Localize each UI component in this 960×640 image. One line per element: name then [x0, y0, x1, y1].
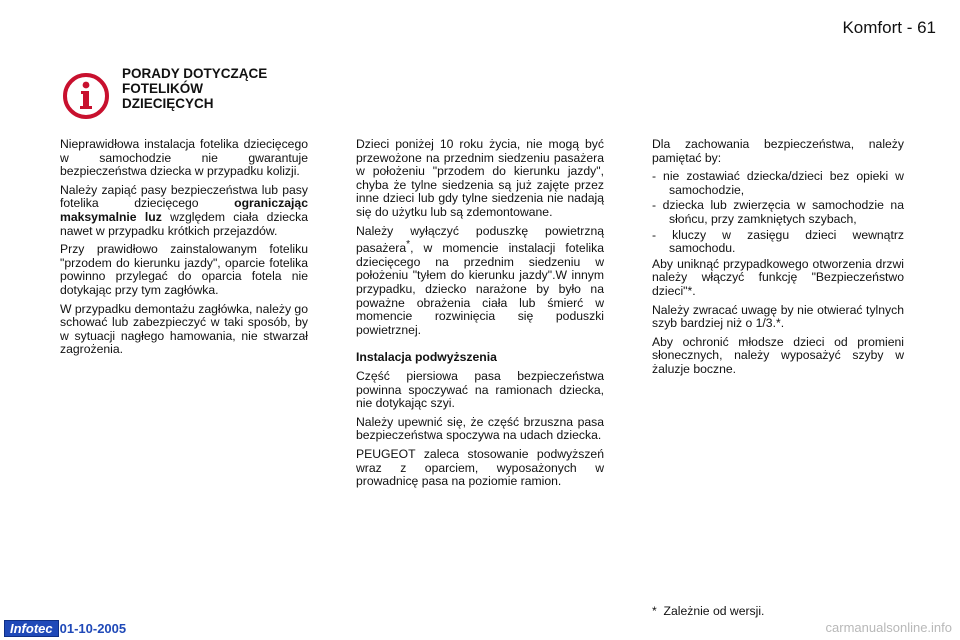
text-run: Należy wyłączyć poduszkę powietrzną pasażera	[356, 223, 604, 256]
paragraph: Aby ochronić młodsze dzieci od promieni słonecznych, należy wyposażyć szyby w żaluzje boczne.	[652, 334, 904, 376]
list-item: - kluczy w zasięgu dzieci wewnątrz samochodu.	[652, 227, 904, 256]
paragraph: Nieprawidłowa instalacja fotelika dziecięcego w samochodzie nie gwarantuje bezpieczeństwa dziecka w przypadku kolizji.	[60, 137, 308, 179]
text-run: względem ciała dziecka nawet w przypadku krótkich przejazdów.	[60, 209, 308, 238]
infotec-logo: Infotec	[4, 620, 59, 637]
footer	[4, 620, 126, 636]
text-run: Należy zapiąć pasy bezpieczeństwa lub pasy fotelika dziecięcego	[60, 182, 308, 211]
paragraph	[60, 184, 308, 238]
section-title-line-1: PORADY DOTYCZĄCE	[122, 66, 268, 81]
paragraph: Część piersiowa pasa bezpieczeństwa powinna spoczywać na ramionach dziecka, nie dotykając szyi.	[356, 368, 604, 411]
footnote-marker: *	[406, 239, 411, 251]
header-separator: -	[901, 18, 918, 37]
paragraph: Aby uniknąć przypadkowego otworzenia drzwi należy włączyć funkcję "Bezpieczeństwo dzieci"*.	[652, 256, 904, 298]
subheading: Instalacja podwyższenia	[356, 350, 497, 365]
paragraph: Przy prawidłowo zainstalowanym foteliku "przodem do kierunku jazdy", oparcie fotelika powinno przylegać do oparcia fotela nie dotykając przy tym zagłówka.	[60, 242, 308, 297]
header-page-number: 61	[917, 18, 936, 37]
section-title	[122, 66, 322, 111]
paragraph: Należy zwracać uwagę by nie otwierać tylnych szyb bardziej niż o 1/3.*.	[652, 302, 904, 331]
header-section: Komfort	[842, 18, 902, 37]
paragraph: PEUGEOT zaleca stosowanie podwyższeń wraz z oparciem, wyposażonych w prowadnicę pasa na poziomie ramion.	[356, 446, 604, 489]
footnote: * Zależnie od wersji.	[652, 604, 765, 618]
column-2	[356, 138, 604, 494]
section-title-line-3: DZIECIĘCYCH	[122, 96, 214, 111]
text-run: , w momencie instalacji fotelika dziecięcego na przednim siedzeniu w położeniu "tyłem do kierunku jazdy".W innym przypadku, dziecko narażone by było na poważne obrażenia ciała lub śmierć w momencie rozwinięcia się poduszki powietrznej.	[356, 241, 604, 337]
section-title-line-2: FOTELIKÓW	[122, 81, 203, 96]
page-header	[842, 18, 936, 38]
safety-list	[652, 170, 904, 256]
footer-date: 01-10-2005	[59, 620, 127, 636]
list-item: - nie zostawiać dziecka/dzieci bez opieki w samochodzie,	[652, 169, 904, 197]
column-1	[60, 138, 308, 362]
paragraph: Dla zachowania bezpieczeństwa, należy pamiętać by:	[652, 137, 904, 165]
info-icon	[62, 72, 110, 120]
paragraph: Należy upewnić się, że część brzuszna pasa bezpieczeństwa spoczywa na udach dziecka.	[356, 414, 604, 443]
paragraph: Dzieci poniżej 10 roku życia, nie mogą być przewożone na przednim siedzeniu pasażera w położeniu "przodem do kierunku jazdy", chyba że tylne siedzenia są już zajęte przez inne dzieci lub gdy tylne siedzenia nie nadają się do użytku lub są zdemontowane.	[356, 137, 604, 219]
paragraph: W przypadku demontażu zagłówka, należy go schować lub zabezpieczyć w taki sposób, by w sytuacji nagłego hamowania, nie stwarzał zagrożenia.	[60, 301, 308, 357]
column-3	[652, 138, 904, 382]
paragraph	[356, 225, 604, 338]
bold-text: ograniczając maksymalnie luz	[60, 196, 308, 224]
list-item: - dziecka lub zwierzęcia w samochodzie na słońcu, przy zamkniętych szybach,	[652, 198, 904, 226]
watermark: carmanualsonline.info	[825, 620, 952, 635]
